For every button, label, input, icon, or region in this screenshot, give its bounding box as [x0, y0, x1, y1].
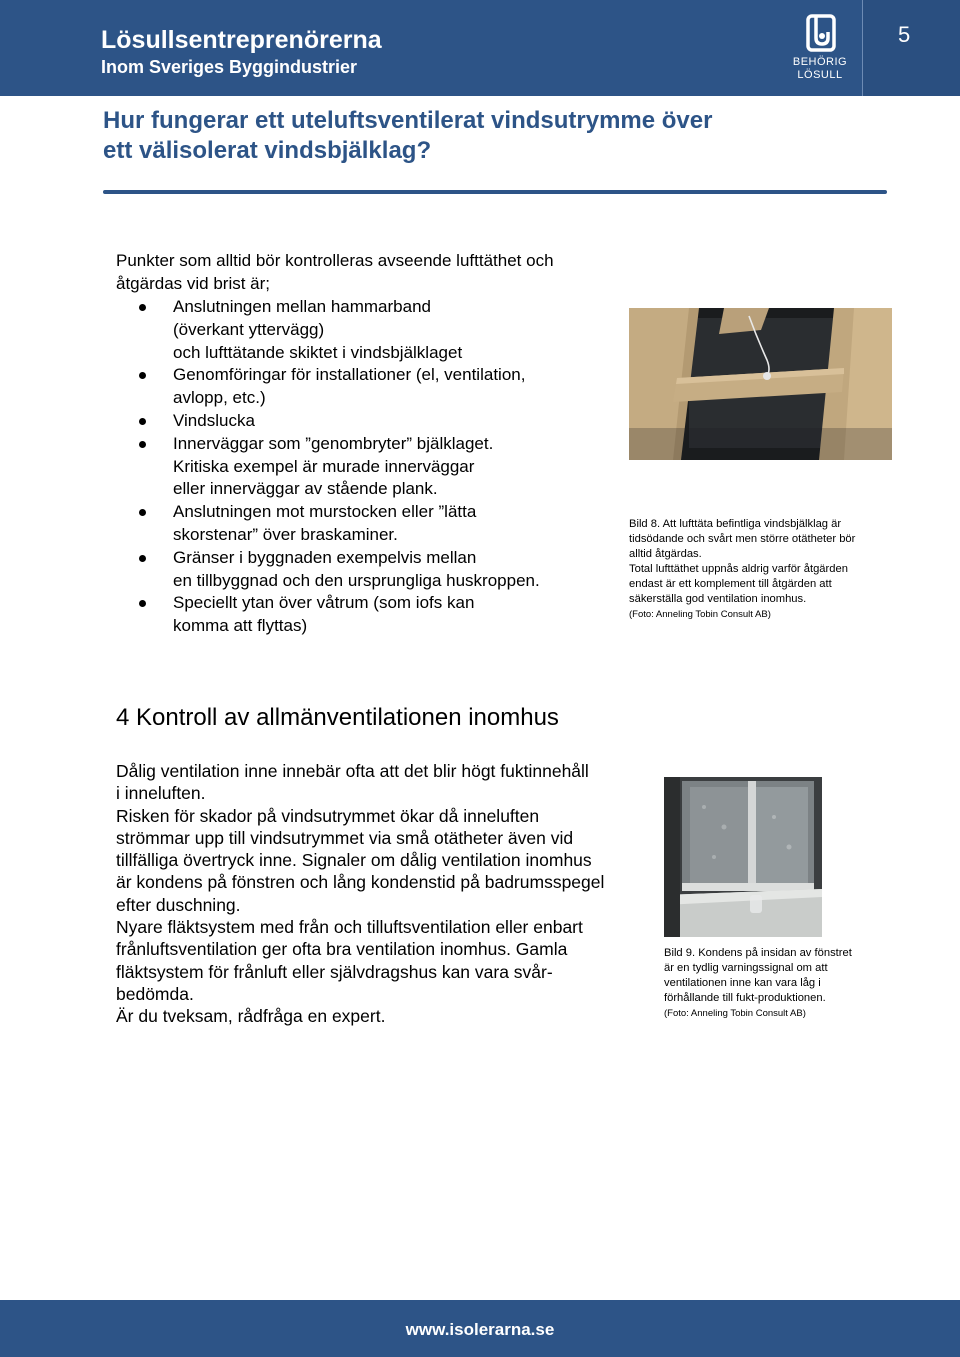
section-4-body	[116, 760, 661, 1028]
bullet-icon	[139, 441, 146, 448]
checklist-line: och lufttätande skiktet i vindsbjälklaget	[173, 342, 463, 362]
body-line: är kondens på fönstren och lång kondenstid på badrumsspegel	[116, 872, 605, 893]
heading-line-2: ett välisolerat vindsbjälklag?	[103, 137, 432, 164]
attic-floor-photo	[629, 308, 892, 460]
bullet-icon	[139, 372, 146, 379]
checklist-line: avlopp, etc.)	[173, 388, 266, 408]
checklist-line: (överkant yttervägg)	[173, 319, 325, 339]
figure-9-caption	[664, 946, 894, 1021]
checklist-item	[116, 410, 616, 433]
page-number: 5	[898, 22, 911, 47]
checklist-line: eller innerväggar av stående plank.	[173, 479, 438, 499]
caption-line: är en tydlig varningssignal om att	[664, 962, 828, 974]
checklist-intro: Punkter som alltid bör kontrolleras avseende lufttäthet och åtgärdas vid brist är;	[116, 251, 554, 293]
caption-line: Bild 9. Kondens på insidan av fönstret	[664, 947, 852, 959]
checklist-item	[116, 296, 616, 364]
checklist-item	[116, 501, 616, 547]
checklist-line: Gränser i byggnaden exempelvis mellan	[173, 547, 477, 567]
window-condensation-photo	[664, 777, 822, 937]
footer-bar	[0, 1300, 960, 1357]
checklist-item	[116, 592, 616, 638]
body-line: Nyare fläktsystem med från och tilluftsventilation eller enbart	[116, 917, 583, 938]
caption-line: Total lufttäthet uppnås aldrig varför åtgärden	[629, 563, 848, 575]
org-title: Lösullsentreprenörerna	[101, 26, 382, 54]
checklist-item	[116, 547, 616, 593]
section-4-title: 4 Kontroll av allmänventilationen inomhus	[116, 704, 559, 731]
caption-line: tidsödande och svårt men större otätheter bör	[629, 533, 856, 545]
heading-divider	[103, 190, 887, 194]
body-line: Är du tveksam, rådfråga en expert.	[116, 1006, 386, 1027]
figure-8-caption	[629, 517, 919, 622]
photo-credit: (Foto: Anneling Tobin Consult AB)	[664, 1008, 806, 1019]
checklist-line: skorstenar” över braskaminer.	[173, 524, 398, 544]
checklist-line: Kritiska exempel är murade innerväggar	[173, 456, 475, 476]
checklist-line: Speciellt ytan över våtrum (som iofs kan	[173, 593, 475, 613]
bullet-icon	[139, 418, 146, 425]
behorig-losull-logo	[780, 14, 860, 86]
photo-credit: (Foto: Anneling Tobin Consult AB)	[629, 609, 771, 620]
checklist-line: Anslutningen mot murstocken eller ”lätta	[173, 502, 477, 522]
caption-line: alltid åtgärdas.	[629, 548, 702, 560]
checklist-item	[116, 433, 616, 501]
caption-line: förhållande till fukt-produktionen.	[664, 992, 826, 1004]
bullet-icon	[139, 509, 146, 516]
caption-line: säkerställa god ventilation inomhus.	[629, 593, 807, 605]
checklist-line: Genomföringar för installationer (el, ventilation,	[173, 365, 526, 385]
checklist-item	[116, 364, 616, 410]
header-bar	[0, 0, 960, 96]
org-subtitle: Inom Sveriges Byggindustrier	[101, 57, 358, 77]
body-line: bedömda.	[116, 983, 194, 1004]
logo-emblem-icon	[780, 14, 860, 58]
checklist-line: Anslutningen mellan hammarband	[173, 297, 431, 316]
page-heading	[103, 106, 803, 166]
checklist-line: en tillbyggnad och den ursprungliga huskroppen.	[173, 570, 540, 590]
body-line: Dålig ventilation inne innebär ofta att det blir högt fuktinnehåll	[116, 761, 589, 781]
website-link[interactable]: www.isolerarna.se	[405, 1320, 555, 1339]
checklist	[116, 296, 616, 638]
bullet-icon	[139, 304, 146, 311]
bullet-icon	[139, 555, 146, 562]
checklist-line: komma att flyttas)	[173, 616, 308, 636]
heading-line-1: Hur fungerar ett uteluftsventilerat vindsutrymme över	[103, 107, 713, 134]
logo-text-losull: LÖSULL	[797, 69, 843, 81]
body-line: Risken för skador på vindsutrymmet ökar då inneluften	[116, 805, 540, 826]
checklist-line: Vindslucka	[173, 410, 255, 430]
caption-line: endast är ett komplement till åtgärden att	[629, 578, 832, 590]
body-line: efter duschning.	[116, 894, 241, 915]
checklist-line: Innerväggar som ”genombryter” bjälklaget.	[173, 433, 494, 453]
body-line: fläktsystem för frånluft eller självdragshus kan vara svår-	[116, 961, 553, 982]
caption-line: ventilationen inne kan vara låg i	[664, 977, 821, 989]
body-line: tillfälliga övertryck inne. Signaler om dålig ventilation inomhus	[116, 850, 592, 871]
bullet-icon	[139, 600, 146, 607]
body-line: strömmar upp till vindsutrymmet via små otätheter även vid	[116, 827, 574, 848]
body-line: frånluftsventilation ger ofta bra ventilation inomhus. Gamla	[116, 939, 568, 960]
caption-line: Bild 8. Att lufttäta befintliga vindsbjälklag är	[629, 518, 842, 530]
logo-text-behorig: BEHÖRIG	[792, 56, 848, 68]
header-page-panel	[862, 0, 960, 96]
body-line: i inneluften.	[116, 783, 206, 804]
